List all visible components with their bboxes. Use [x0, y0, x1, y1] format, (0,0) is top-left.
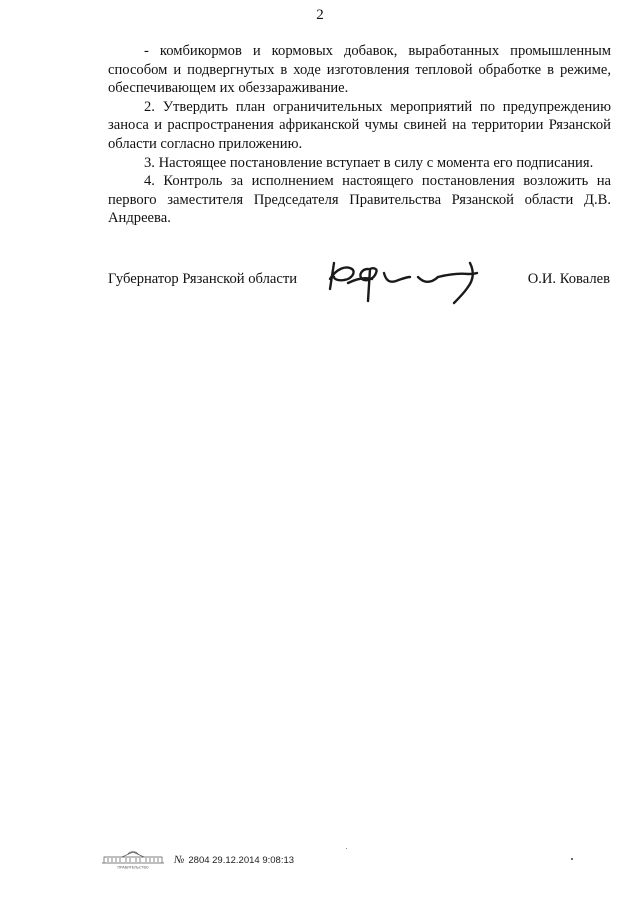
paragraph-approve-plan: 2. Утвердить план ограничительных мероприятий по предупреждению заноса и распространения африканской чумы свиней на территории Рязанской области согласно приложению.	[108, 98, 611, 152]
registration-number-mark: №	[174, 854, 185, 866]
paragraph-effective-date: 3. Настоящее постановление вступает в силу с момента его подписания.	[144, 154, 594, 171]
signatory-role: Губернатор Рязанской области	[108, 271, 298, 287]
document-body	[108, 42, 611, 228]
document-footer	[100, 850, 294, 870]
page-number: 2	[316, 7, 324, 23]
scan-speck	[346, 848, 347, 849]
paragraph-control: 4. Контроль за исполнением настоящего постановления возложить на первого заместителя Председателя Правительства Рязанской области Д.В. Андреева.	[108, 173, 611, 227]
handwritten-signature	[322, 255, 492, 305]
paragraph-feed-item: - комбикормов и кормовых добавок, выработанных промышленным способом и подвергнутых в ходе изготовления тепловой обработке в режиме, обеспечивающем их обеззараживание.	[108, 43, 611, 97]
logo-caption: ПРАВИТЕЛЬСТВО	[117, 865, 149, 870]
registration-stamp: 2804 29.12.2014 9:08:13	[188, 854, 295, 866]
government-building-logo	[100, 850, 166, 870]
scan-speck	[571, 858, 573, 860]
signatory-name: О.И. Ковалев	[527, 271, 610, 287]
